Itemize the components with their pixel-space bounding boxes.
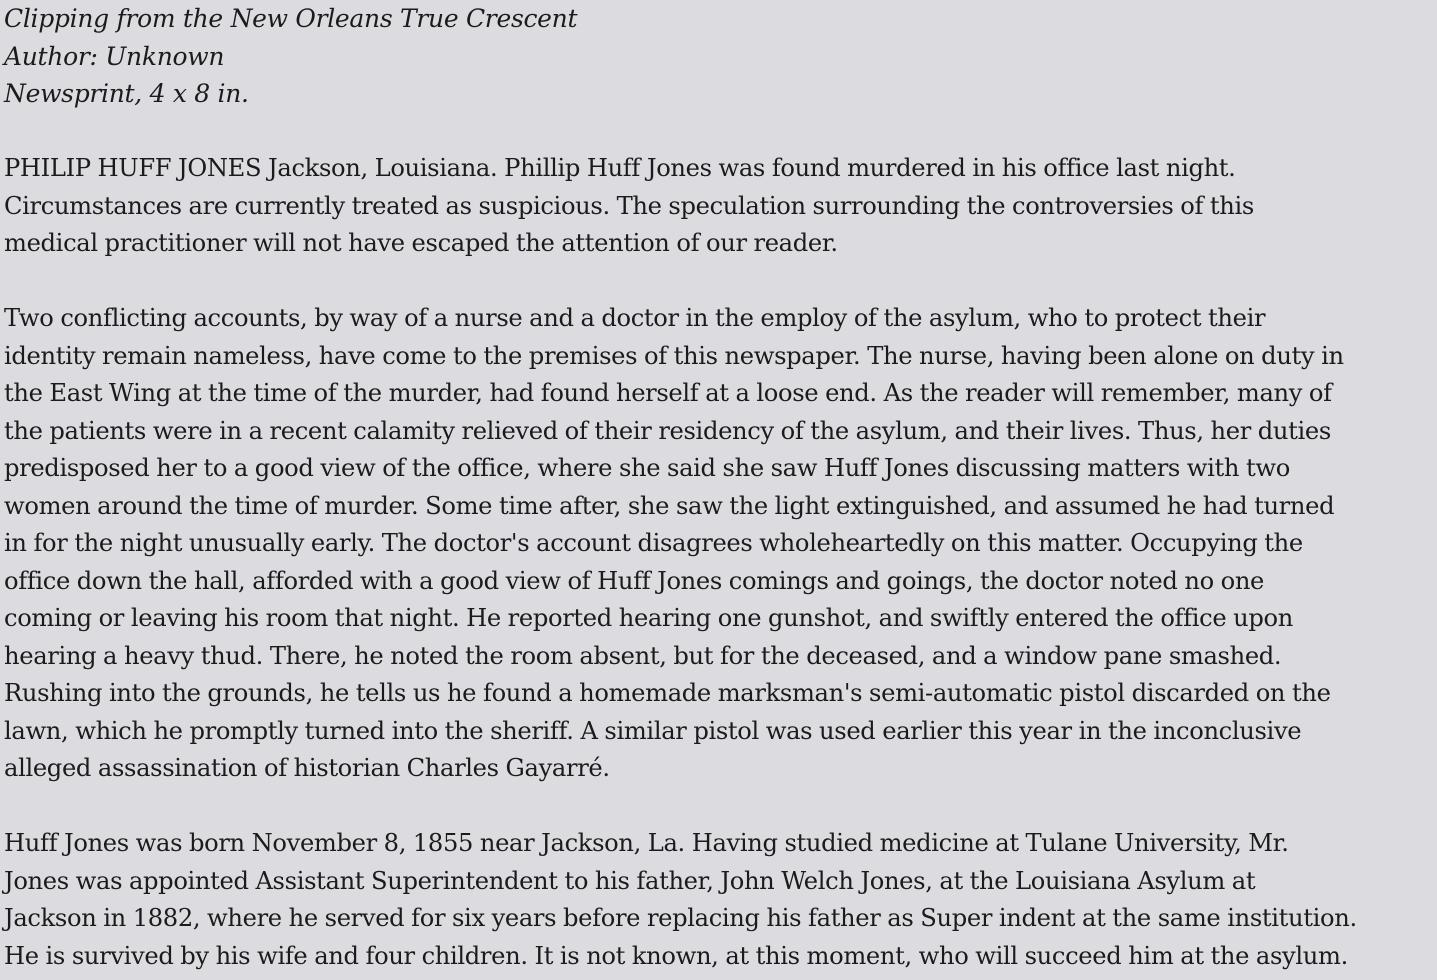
article-paragraph-2 (4, 300, 1437, 788)
text-line: coming or leaving his room that night. He reported hearing one gunshot, and swiftly entered the office upon (4, 604, 1293, 632)
text-line: the patients were in a recent calamity relieved of their residency of the asylum, and their lives. Thus, her duties (4, 416, 1331, 445)
text-line: Circumstances are currently treated as suspicious. The speculation surrounding the controversies of this (4, 191, 1254, 220)
clipping-source: Clipping from the New Orleans True Crescent (4, 4, 578, 33)
text-line: women around the time of murder. Some time after, she saw the light extinguished, and assumed he had turned (4, 491, 1335, 520)
article-paragraph-1 (4, 150, 1437, 263)
text-line: in for the night unusually early. The doctor's account disagrees wholeheartedly on this matter. Occupying the (4, 529, 1303, 557)
text-line: identity remain nameless, have come to the premises of this newspaper. The nurse, having been alone on duty in (4, 341, 1344, 370)
text-line: lawn, which he promptly turned into the sheriff. A similar pistol was used earlier this year in the inconclusive (4, 716, 1302, 745)
text-line: PHILIP HUFF JONES Jackson, Louisiana. Phillip Huff Jones was found murdered in his office last night. (4, 154, 1236, 182)
text-line: medical practitioner will not have escaped the attention of our reader. (4, 229, 838, 257)
text-line: Huff Jones was born November 8, 1855 near Jackson, La. Having studied medicine at Tulane University, Mr. (4, 829, 1289, 857)
text-line: predisposed her to a good view of the office, where she said she saw Huff Jones discussing matters with two (4, 454, 1290, 482)
clipping-author: Author: Unknown (4, 41, 225, 71)
text-line: hearing a heavy thud. There, he noted the room absent, but for the deceased, and a window pane smashed. (4, 641, 1282, 670)
text-line: Two conflicting accounts, by way of a nurse and a doctor in the employ of the asylum, who to protect their (4, 304, 1266, 332)
text-line: Rushing into the grounds, he tells us he found a homemade marksman's semi-automatic pistol discarded on the (4, 679, 1331, 707)
text-line: office down the hall, afforded with a good view of Huff Jones comings and goings, the doctor noted no one (4, 566, 1265, 595)
text-line: alleged assassination of historian Charles Gayarré. (4, 754, 610, 782)
text-line: He is survived by his wife and four children. It is not known, at this moment, who will succeed him at the asylum. (4, 941, 1348, 970)
text-line: the East Wing at the time of the murder, had found herself at a loose end. As the reader will remember, many of (4, 379, 1332, 407)
text-line: Jones was appointed Assistant Superintendent to his father, John Welch Jones, at the Louisiana Asylum at (4, 866, 1256, 895)
clipping-metadata (4, 0, 1437, 113)
article-paragraph-3 (4, 825, 1437, 975)
clipping-medium: Newsprint, 4 x 8 in. (4, 79, 249, 108)
text-line: Jackson in 1882, where he served for six years before replacing his father as Super indent at the same institution. (4, 904, 1357, 932)
